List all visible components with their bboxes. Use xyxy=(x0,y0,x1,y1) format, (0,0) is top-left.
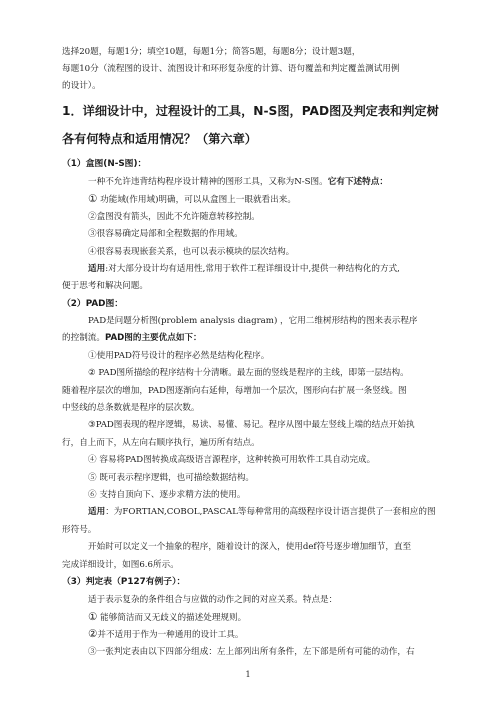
section-heading-line-2: 各有何特点和适用情况？（第六章） xyxy=(62,132,257,146)
ns-features-label: 它有下述特点： xyxy=(327,177,388,187)
pad-paragraph-2-line-1: 开始时可以定义一个抽象的程序，随着设计的深入，使用def符号逐步增加细节，直至 xyxy=(88,542,412,552)
pad-item-3-line-2: 行，自上而下，从左向右顺序执行，遍历所有结点。 xyxy=(62,438,260,448)
ns-item-2: ②盒图没有箭头，因此不允许随意转移控制。 xyxy=(88,212,260,222)
pad-paragraph-line-2: 的控制流。PAD图的主要优点如下： xyxy=(62,333,202,343)
pad-item-2-line-2: 随着程序层次的增加，PAD图逐渐向右延伸，每增加一个层次，图形向右扩展一条竖线。图 xyxy=(62,386,407,396)
pad-item-4: ④ 容易将PAD图转换成高级语言源程序，这种转换可用软件工具自动完成。 xyxy=(88,455,376,465)
decision-table-subheading: （3）判定表（P127有例子）： xyxy=(62,577,186,587)
pad-item-6: ⑥ 支持自顶向下、逐步求精方法的使用。 xyxy=(88,490,246,500)
pad-item-3-line-1: ③PAD图表现的程序逻辑，易读、易懂、易记。程序从图中最左竖线上端的结点开始执 xyxy=(88,420,415,430)
pad-usage-line-2: 形符号。 xyxy=(62,525,97,535)
intro-line-3: 的设计）。 xyxy=(62,81,101,91)
dt-item-2-marker: ② xyxy=(88,628,98,640)
dt-item-1-marker: ① xyxy=(88,611,98,623)
pad-usage-label: 适用 xyxy=(88,507,106,517)
pad-subheading: （2）PAD图： xyxy=(62,299,124,309)
ns-usage-line-2: 便于思考和解决问题。 xyxy=(62,281,148,291)
pad-item-1: ①使用PAD符号设计的程序必然是结构化程序。 xyxy=(88,351,270,361)
pad-advantages-label: PAD图的主要优点如下： xyxy=(104,333,202,343)
pad-paragraph-line-1: PAD是问题分析图(problem analysis diagram) ，它用二维树形结构的图来表示程序 xyxy=(88,316,418,326)
ns-usage-line-1: 适用:对大部分设计均有适用性,常用于软件工程详细设计中,提供一种结构化的方式, xyxy=(88,264,400,274)
section-heading-line-1: 1．详细设计中，过程设计的工具，N-S图，PAD图及判定表和判定树 xyxy=(62,104,439,118)
decision-table-item-3: ③一张判定表由以下四部分组成：左上部列出所有条件，左下部是所有可能的动作，右 xyxy=(88,647,415,657)
ns-item-1-marker: ① xyxy=(88,193,98,205)
ns-item-4: ④很容易表现嵌套关系，也可以表示模块的层次结构。 xyxy=(88,247,295,257)
page-number: 1 xyxy=(245,670,251,679)
ns-item-3: ③很容易确定局部和全程数据的作用域。 xyxy=(88,229,243,239)
decision-table-item-1: ① 能够简洁而又无歧义的描述处理规则。 xyxy=(88,611,247,623)
intro-line-2: 每题10分（流程图的设计、流图设计和环形复杂度的计算、语句覆盖和判定覆盖测试用例 xyxy=(62,64,400,74)
intro-line-1: 选择20题，每题1分；填空10题，每题1分；简答5题，每题8分；设计题3题， xyxy=(62,47,361,57)
pad-item-2-line-3: 中竖线的总条数就是程序的层次数。 xyxy=(62,403,200,413)
ns-usage-label: 适用 xyxy=(88,264,106,274)
ns-paragraph: 一种不允许违背结构程序设计精神的图形工具，又称为N-S图。它有下述特点： xyxy=(88,177,388,187)
pad-item-2-line-1: ② PAD图所描绘的程序结构十分清晰。最左面的竖线是程序的主线，即第一层结构。 xyxy=(88,368,409,378)
decision-table-item-2: ②并不适用于作为一种通用的设计工具。 xyxy=(88,628,244,640)
pad-paragraph-2-line-2: 完成详细设计，如图6.6所示。 xyxy=(62,560,179,570)
pad-usage-line-1: 适用：为FORTIAN,COBOL,PASCAL等每种常用的高级程序设计语言提供了一套相应的图 xyxy=(88,507,436,517)
ns-subheading: （1）盒图(N-S图)： xyxy=(62,159,147,169)
pad-item-5: ⑤ 既可表示程序逻辑，也可描绘数据结构。 xyxy=(88,473,255,483)
decision-table-paragraph: 适于表示复杂的条件组合与应做的动作之间的对应关系。特点是： xyxy=(88,595,338,605)
ns-item-1: ① 功能域(作用域)明确，可以从盒图上一眼就看出来。 xyxy=(88,193,296,205)
